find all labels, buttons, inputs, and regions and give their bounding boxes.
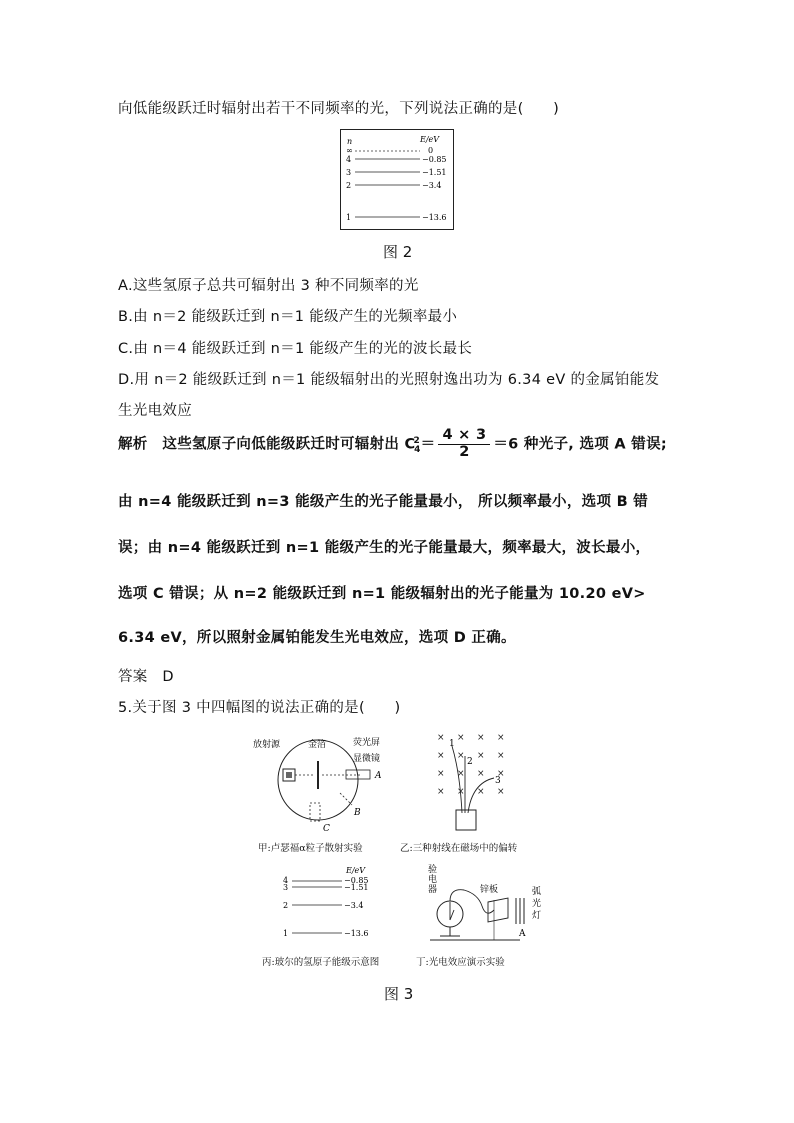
yi-caption: 乙:三种射线在磁场中的偏转 — [400, 843, 518, 854]
bing-e-label: E/eV — [346, 866, 366, 875]
yi-ray-3: 3 — [495, 776, 501, 786]
svg-text:×: × — [497, 751, 505, 761]
photoelectric-experiment-diagram — [420, 862, 550, 948]
ding-zinc-label: 锌板 — [480, 885, 499, 895]
jia-microscope-label: 显微镜 — [353, 754, 381, 764]
bing-e-2: −3.4 — [344, 901, 364, 910]
svg-text:×: × — [477, 787, 485, 797]
svg-text:×: × — [497, 787, 505, 797]
svg-text:×: × — [457, 769, 465, 779]
jia-c-label: C — [323, 824, 330, 833]
ding-electroscope-2: 电 — [428, 875, 438, 885]
bing-e-1: −13.6 — [344, 929, 369, 938]
ding-electroscope-1: 验 — [428, 865, 438, 875]
bing-caption: 丙:玻尔的氢原子能级示意图 — [262, 957, 380, 968]
fig2-n-2: 2 — [346, 181, 352, 190]
ding-lamp-3: 灯 — [532, 911, 542, 921]
svg-text:×: × — [497, 769, 505, 779]
jia-caption: 甲:卢瑟福α粒子散射实验 — [258, 843, 363, 854]
fig2-e-2: −3.4 — [422, 181, 442, 190]
jia-foil-label: 金箔 — [308, 740, 327, 750]
jia-b-label: B — [354, 808, 361, 818]
fraction-denominator: 2 — [459, 443, 470, 460]
svg-text:×: × — [457, 787, 465, 797]
fig2-e-inf: 0 — [428, 146, 434, 155]
jia-source-label: 放射源 — [253, 740, 281, 750]
svg-text:×: × — [477, 769, 485, 779]
yi-ray-2: 2 — [467, 757, 473, 767]
jia-screen-label: 荧光屏 — [353, 738, 381, 748]
svg-text:×: × — [437, 751, 445, 761]
bing-n-2: 2 — [283, 901, 289, 910]
analysis-line2: 由 n=4 能级跃迁到 n=3 能级产生的光子能量最小， 所以频率最小，选项 B 错 — [118, 494, 649, 510]
intro-text: 向低能级跃迁时辐射出若干不同频率的光，下列说法正确的是( ) — [118, 101, 560, 117]
ding-electroscope-3: 器 — [428, 885, 438, 895]
analysis-line4: 选项 C 错误；从 n=2 能级跃迁到 n=1 能级辐射出的光子能量为 10.20 eV> — [118, 586, 646, 602]
fig2-n-3: 3 — [346, 168, 352, 177]
fig2-n-label: n — [347, 137, 353, 146]
fig2-e-3: −1.51 — [422, 168, 447, 177]
bing-n-3: 3 — [283, 883, 289, 892]
fraction-numerator: 4 × 3 — [438, 428, 490, 445]
option-a: A.这些氢原子总共可辐射出 3 种不同频率的光 — [118, 278, 419, 294]
fig3-caption: 图 3 — [384, 985, 414, 1003]
fig2-n-4: 4 — [346, 155, 352, 164]
yi-ray-1: 1 — [449, 739, 455, 749]
analysis-sup: 2 — [413, 435, 421, 446]
svg-text:×: × — [457, 751, 465, 761]
option-d-line2: 生光电效应 — [118, 403, 192, 419]
fig2-e-1: −13.6 — [422, 213, 447, 222]
analysis-eq: ＝ — [420, 436, 436, 453]
analysis-line3: 误；由 n=4 能级跃迁到 n=1 能级产生的光子能量最大，频率最大，波长最小， — [118, 540, 651, 556]
svg-text:×: × — [457, 733, 465, 743]
svg-text:×: × — [437, 769, 445, 779]
fig2-e-label: E/eV — [420, 135, 440, 144]
bohr-energy-level-diagram — [280, 864, 380, 944]
ding-lamp-2: 光 — [532, 899, 542, 909]
ding-lamp-1: 弧 — [532, 887, 542, 897]
svg-text:×: × — [477, 733, 485, 743]
svg-text:×: × — [437, 733, 445, 743]
ding-caption: 丁:光电效应演示实验 — [416, 957, 505, 968]
option-c: C.由 n＝4 能级跃迁到 n＝1 能级产生的光的波长最长 — [118, 341, 473, 357]
svg-text:×: × — [437, 787, 445, 797]
energy-level-figure-2 — [340, 129, 454, 230]
answer: 答案 D — [118, 669, 174, 685]
option-d-line1: D.用 n＝2 能级跃迁到 n＝1 能级辐射出的光照射逸出功为 6.34 eV 的金属铂能发 — [118, 372, 660, 388]
analysis-line1 — [118, 428, 667, 461]
bing-e-4: −0.85 — [344, 876, 369, 885]
option-b: B.由 n＝2 能级跃迁到 n＝1 能级产生的光频率最小 — [118, 309, 458, 325]
question-5: 5.关于图 3 中四幅图的说法正确的是( ) — [118, 700, 401, 716]
analysis-l1a: 解析 这些氢原子向低能级跃迁时可辐射出 C — [118, 436, 416, 453]
fig2-n-1: 1 — [346, 213, 352, 222]
analysis-line5: 6.34 eV，所以照射金属铂能发生光电效应，选项 D 正确。 — [118, 630, 516, 646]
fig2-caption: 图 2 — [383, 243, 413, 261]
radiation-magnetic-field-diagram — [432, 728, 522, 833]
svg-text:×: × — [497, 733, 505, 743]
fig2-e-4: −0.85 — [422, 155, 447, 164]
bing-n-4: 4 — [283, 876, 289, 885]
svg-text:×: × — [477, 751, 485, 761]
ding-a-label: A — [519, 929, 526, 939]
combination-fraction — [438, 428, 490, 461]
bing-n-1: 1 — [283, 929, 289, 938]
rutherford-scattering-diagram — [250, 733, 390, 833]
fig2-n-inf: ∞ — [346, 146, 353, 155]
analysis-sub: 4 — [414, 445, 421, 456]
jia-a-label: A — [375, 771, 382, 781]
bing-e-3: −1.51 — [344, 883, 369, 892]
analysis-l1b: ＝6 种光子, 选项 A 错误; — [493, 436, 667, 453]
